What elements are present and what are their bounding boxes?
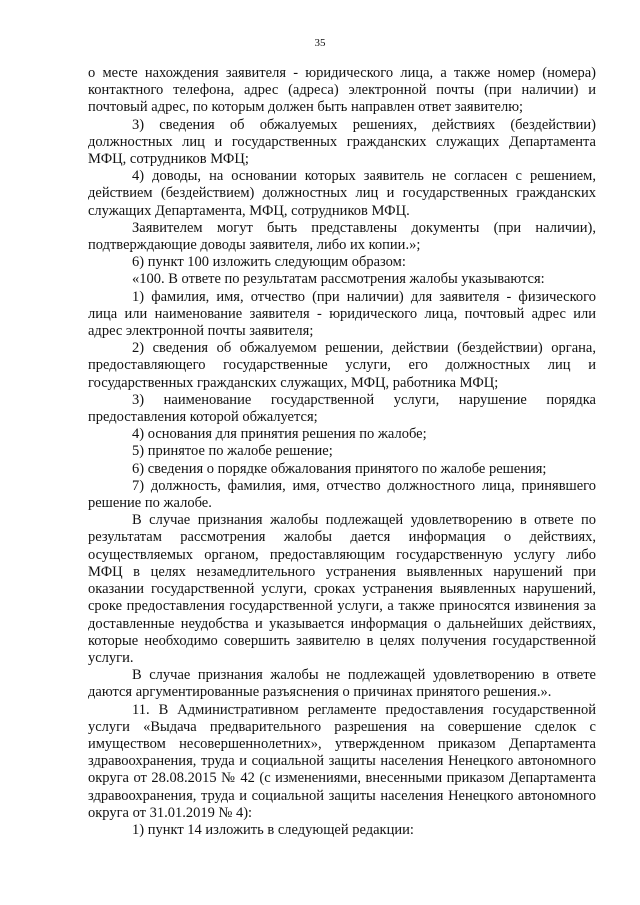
paragraph-3: 4) доводы, на основании которых заявитель не согласен с решением, действием (бездействием) должностных лиц и государственных гражданских служащих Департамента, МФЦ, сотрудников МФЦ. (88, 168, 596, 219)
paragraph-2: 3) сведения об обжалуемых решениях, действиях (бездействии) должностных лиц и государственных гражданских служащих Департамента МФЦ, сотрудников МФЦ; (88, 116, 596, 168)
paragraph-4: Заявителем могут быть представлены документы (при наличии), подтверждающие доводы заявителя, либо их копии.»; (88, 219, 596, 254)
paragraph-16: 11. В Административном регламенте предоставления государственной услуги «Выдача предварительного разрешения на совершение сделок с имуществом несовершеннолетних», утвержденном приказом Департамента здравоохранения, труда и социальной защиты населения Ненецкого автономного округа от 28.08.2015 № 42 (с изменениями, внесенными приказом Департамента здравоохранения, труда и социальной защиты населения Ненецкого автономного округа от 31.01.2019 № 4): (88, 701, 596, 821)
paragraph-9: 3) наименование государственной услуги, нарушение порядка предоставления которой обжалуется; (88, 391, 596, 426)
paragraph-7: 1) фамилия, имя, отчество (при наличии) для заявителя - физического лица или наименование заявителя - юридического лица, почтовый адрес или адрес электронной почты заявителя; (88, 288, 596, 340)
paragraph-1: о месте нахождения заявителя - юридического лица, а также номер (номера) контактного телефона, адрес (адреса) электронной почты (при наличии) и почтовый адрес, по которым должен быть направлен ответ заявителю; (88, 65, 596, 116)
paragraph-8: 2) сведения об обжалуемом решении, действии (бездействии) органа, предоставляющего государственные услуги, его должностных лиц и государственных гражданских служащих, МФЦ, работника МФЦ; (88, 340, 596, 391)
paragraph-10: 4) основания для принятия решения по жалобе; (132, 426, 427, 443)
paragraph-15: В случае признания жалобы не подлежащей удовлетворению в ответе даются аргументированные разъяснения о причинах принятого решения.». (88, 667, 596, 701)
paragraph-14: В случае признания жалобы подлежащей удовлетворению в ответе по результатам рассмотрения жалобы дается информация о действиях, осуществляемых органом, предоставляющим государственную услугу либо МФЦ в целях незамедлительного устранения выявленных нарушений при оказании государственной услуги, сроках устранения выявленных нарушений, сроке предоставления государственной услуги, а также приносятся извинения за доставленные неудобства и указывается информация о дальнейших действиях, которые необходимо совершить заявителю в целях получения государственной услуги. (88, 512, 596, 666)
paragraph-12: 6) сведения о порядке обжалования принятого по жалобе решения; (132, 460, 547, 477)
paragraph-6: «100. В ответе по результатам рассмотрения жалобы указываются: (132, 271, 545, 288)
page-number: 35 (314, 37, 326, 49)
paragraph-5: 6) пункт 100 изложить следующим образом: (132, 254, 406, 271)
paragraph-13: 7) должность, фамилия, имя, отчество должностного лица, принявшего решение по жалобе. (88, 477, 596, 512)
document-body (88, 65, 596, 839)
paragraph-11: 5) принятое по жалобе решение; (132, 443, 333, 460)
paragraph-17: 1) пункт 14 изложить в следующей редакции: (132, 821, 414, 838)
